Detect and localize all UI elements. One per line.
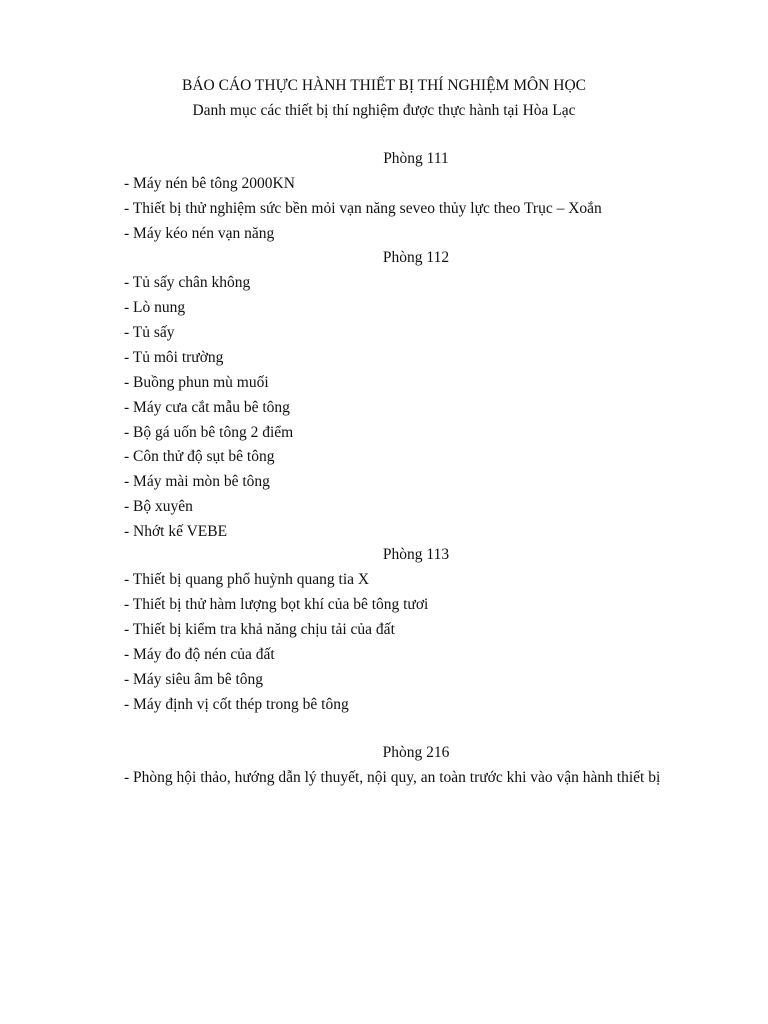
list-item: - Tủ sấy [124, 324, 175, 341]
list-item: - Thiết bị kiểm tra khả năng chịu tải của đất [124, 621, 395, 638]
list-item: - Máy đo độ nén của đất [124, 646, 275, 663]
list-item: - Côn thử độ sụt bê tông [124, 448, 275, 465]
list-item: - Thiết bị quang phổ huỳnh quang tia X [124, 571, 370, 588]
list-item: - Bộ gá uốn bê tông 2 điểm [124, 424, 294, 441]
room-heading: Phòng 113 [382, 546, 450, 563]
list-item: - Máy cưa cắt mẫu bê tông [124, 399, 290, 416]
list-item: - Bộ xuyên [124, 498, 193, 515]
document-subtitle: Danh mục các thiết bị thí nghiệm được thực hành tại Hòa Lạc [192, 102, 576, 119]
list-item: - Máy kéo nén vạn năng [124, 225, 275, 242]
room-heading: Phòng 112 [382, 249, 450, 266]
list-item: - Thiết bị thử nghiệm sức bền mỏi vạn năng seveo thủy lực theo Trục – Xoắn [124, 200, 602, 217]
list-item: - Tủ sấy chân không [124, 274, 251, 291]
list-item: - Phòng hội thảo, hướng dẫn lý thuyết, nội quy, an toàn trước khi vào vận hành thiết bị [124, 769, 661, 786]
list-item: - Lò nung [124, 299, 186, 316]
list-item: - Máy định vị cốt thép trong bê tông [124, 696, 349, 713]
list-item: - Nhớt kế VEBE [124, 523, 228, 540]
list-item: - Buồng phun mù muối [124, 374, 269, 391]
document-title: BÁO CÁO THỰC HÀNH THIẾT BỊ THÍ NGHIỆM MÔN HỌC [182, 77, 586, 94]
list-item: - Tủ môi trường [124, 349, 224, 366]
room-heading: Phòng 216 [382, 744, 450, 761]
list-item: - Thiết bị thử hàm lượng bọt khí của bê tông tươi [124, 596, 429, 613]
list-item: - Máy nén bê tông 2000KN [124, 175, 295, 192]
list-item: - Máy mài mòn bê tông [124, 473, 270, 490]
list-item: - Máy siêu âm bê tông [124, 671, 264, 688]
room-heading: Phòng 111 [383, 150, 449, 167]
